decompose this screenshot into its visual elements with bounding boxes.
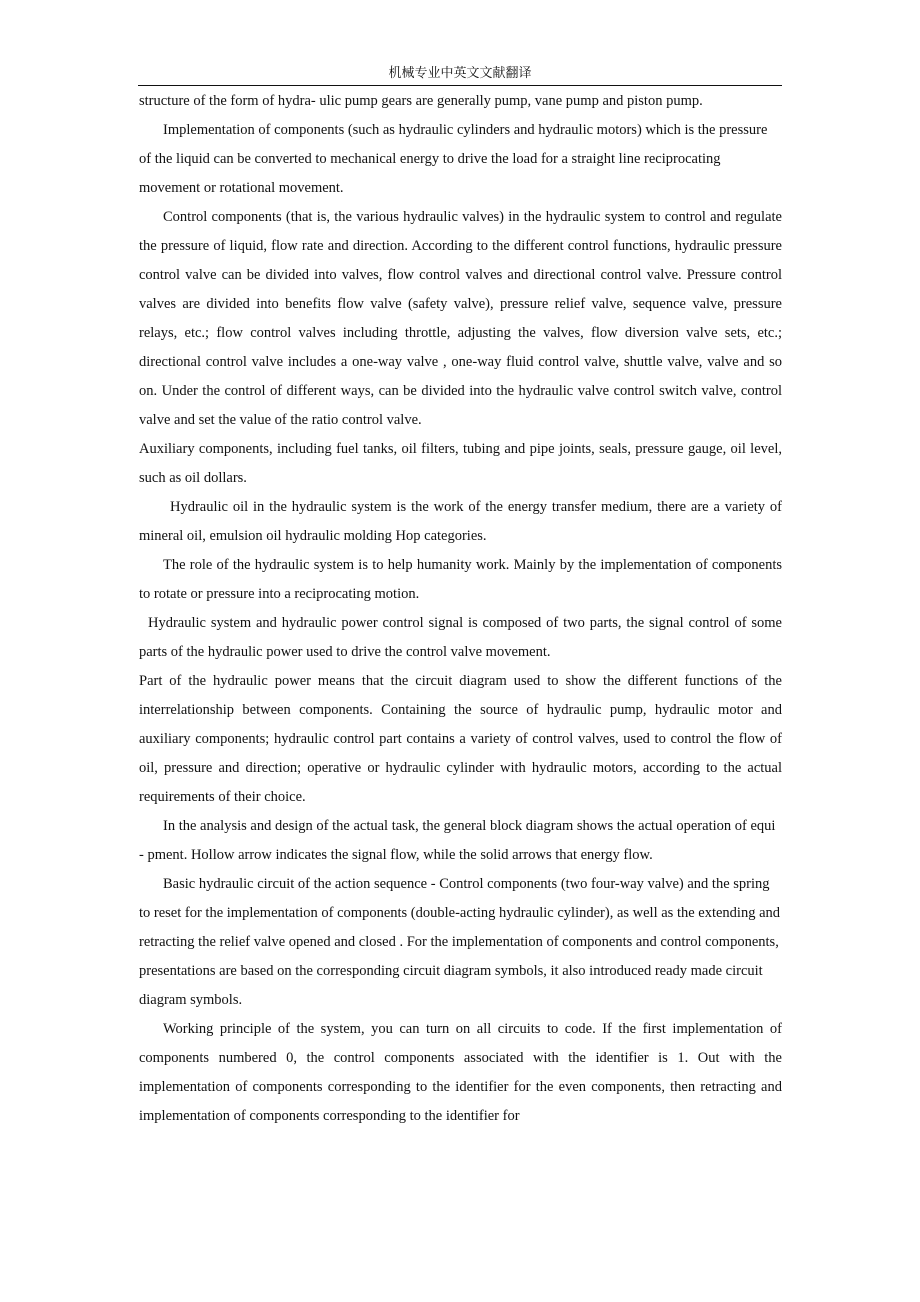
- paragraph-6: The role of the hydraulic system is to help humanity work. Mainly by the implementation of components to rotate or pressure into a reciprocating motion.: [139, 557, 782, 602]
- paragraph-2: Implementation of components (such as hydraulic cylinders and hydraulic motors) which is the pressure of the liquid can be converted to mechanical energy to drive the load for a straight line reciprocating movement or rotational movement.: [139, 122, 768, 196]
- paragraph-11: Working principle of the system, you can turn on all circuits to code. If the first implementation of components numbered 0, the control components associated with the identifier is 1. Out with the implementation of components corresponding to the identifier for the even components, then retracting and implementation of components corresponding to the identifier for: [139, 1021, 782, 1124]
- paragraph-4: Auxiliary components, including fuel tanks, oil filters, tubing and pipe joints, seals, pressure gauge, oil level, such as oil dollars.: [139, 441, 782, 486]
- paragraph-3: Control components (that is, the various hydraulic valves) in the hydraulic system to control and regulate the pressure of liquid, flow rate and direction. According to the different control functions, hydraulic pressure control valve can be divided into valves, flow control valves and directional control valve. Pressure control valves are divided into benefits flow valve (safety valve), pressure relief valve, sequence valve, pressure relays, etc.; flow control valves including throttle, adjusting the valves, flow diversion valve sets, etc.; directional control valve includes a one-way valve , one-way fluid control valve, shuttle valve, valve and so on. Under the control of different ways, can be divided into the hydraulic valve control switch valve, control valve and set the value of the ratio control valve.: [139, 209, 782, 428]
- paragraph-1: structure of the form of hydra- ulic pump gears are generally pump, vane pump and piston pump.: [139, 93, 703, 109]
- paragraph-8: Part of the hydraulic power means that the circuit diagram used to show the different functions of the interrelationship between components. Containing the source of hydraulic pump, hydraulic motor and auxiliary components; hydraulic control part contains a variety of control valves, used to control the flow of oil, pressure and direction; operative or hydraulic cylinder with hydraulic motors, according to the actual requirements of their choice.: [139, 673, 782, 805]
- paragraph-7: Hydraulic system and hydraulic power control signal is composed of two parts, the signal control of some parts of the hydraulic power used to drive the control valve movement.: [139, 615, 782, 660]
- running-header: 机械专业中英文文献翻译: [388, 66, 532, 81]
- header-rule: [138, 85, 782, 86]
- paragraph-9: In the analysis and design of the actual task, the general block diagram shows the actual operation of equi - pment. Hollow arrow indicates the signal flow, while the solid arrows that energy flow.: [139, 818, 776, 863]
- paragraph-10: Basic hydraulic circuit of the action sequence - Control components (two four-way valve) and the spring to reset for the implementation of components (double-acting hydraulic cylinder), as well as the extending and retracting the relief valve opened and closed . For the implementation of components and control components, presentations are based on the corresponding circuit diagram symbols, it also introduced ready made circuit diagram symbols.: [139, 876, 781, 1008]
- paragraph-5: Hydraulic oil in the hydraulic system is the work of the energy transfer medium, there are a variety of mineral oil, emulsion oil hydraulic molding Hop categories.: [139, 499, 782, 544]
- document-body: [139, 87, 782, 1131]
